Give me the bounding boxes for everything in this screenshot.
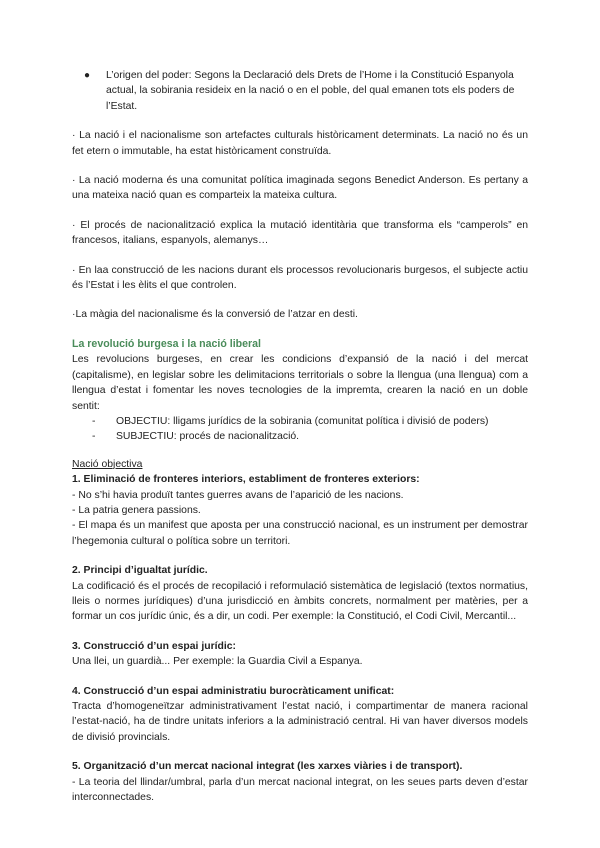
item-heading: 4. Construcció d’un espai administratiu burocràticament unificat: [72, 685, 395, 697]
item-line: - El mapa és un manifest que aposta per una construcció nacional, es un instrument per demostrar l’hegemonia cultural o política sobre un territori. [72, 520, 528, 547]
item-heading: 1. Eliminació de fronteres interiors, establiment de fronteres exteriors: [72, 474, 420, 486]
paragraph: · La nació i el nacionalisme son artefactes culturals històricament determinats. La nació no és un fet etern o immutable, ha estat històricament construïda. [72, 130, 528, 157]
dash-marker: - [92, 415, 96, 427]
item-line: - La patria genera passions. [72, 504, 201, 516]
item-heading: 3. Construcció d’un espai jurídic: [72, 640, 236, 652]
paragraph: ·La màgia del nacionalisme és la conversió de l’atzar en desti. [72, 309, 358, 321]
bullet-dot-icon: ● [84, 70, 91, 81]
item-line: - No s’hi havia produït tantes guerres avans de l’aparició de les nacions. [72, 489, 404, 501]
bullet-item [84, 68, 528, 114]
dash-item [92, 414, 528, 429]
item-heading: 2. Principi d’igualtat jurídic. [72, 565, 208, 577]
dash-item [92, 429, 528, 444]
section-title: La revolució burgesa i la nació liberal [72, 337, 261, 350]
paragraph: · La nació moderna és una comunitat política imaginada segons Benedict Anderson. Es pertany a una mateixa nació quan es comparteix la mateixa cultura. [72, 175, 528, 202]
dash-item-text: SUBJECTIU: procés de nacionalització. [116, 431, 300, 443]
item-line: La codificació és el procés de recopilació i reformulació sistemàtica de legislació (textos normatius, lleis o normes jurídiques) d’una jurisdicció en àmbits concrets, normalment per matèries, per a formar un cos jurídic únic, és a dir, un codi. Per exemple: la Constitució, el Codi Civil, Mercantil... [72, 580, 528, 623]
item-line: Tracta d’homogeneïtzar administrativament l’estat nació, i compartimentar de manera racional l’estat-nació, ha de tindre unitats inferiors a la administració central. Hi van haver diversos models de divisió provincials. [72, 701, 528, 743]
dash-item-text: OBJECTIU: lligams jurídics de la sobirania (comunitat política i divisió de poders) [116, 415, 489, 427]
paragraph: · En laa construcció de les nacions durant els processos revolucionaris burgesos, el subjecte actiu és l’Estat i les èlits el que controlen. [72, 264, 528, 292]
paragraph: · El procés de nacionalització explica la mutació identitària que transforma els “camperols” en francesos, italians, espanyols, alemanys… [72, 219, 528, 247]
subsection-label: Nació objectiva [72, 458, 143, 470]
item-heading: 5. Organització d’un mercat nacional integrat (les xarxes viàries i de transport). [72, 761, 463, 773]
item-line: Una llei, un guardià... Per exemple: la Guardia Civil a Espanya. [72, 656, 363, 668]
document-page [72, 68, 528, 805]
item-line: - La teoria del llindar/umbral, parla d’un mercat nacional integrat, on les seues parts deven d’estar interconnectades. [72, 776, 528, 804]
bullet-text: L’origen del poder: Segons la Declaració dels Drets de l’Home i la Constitució Espanyola actual, la sobirania resideix en la nació o en el poble, del qual emanen tots els poders de l’Estat. [106, 70, 515, 112]
dash-marker: - [92, 431, 96, 443]
section-intro: Les revolucions burgeses, en crear les condicions d’expansió de la nació i del mercat (capitalisme), en legislar sobre les delimitacions territorials o sobre la llengua (una llengua) com a llengua d’estat i fomentar les noves tecnologies de la impremta, crearen la nació en un doble sentit: [72, 354, 528, 412]
